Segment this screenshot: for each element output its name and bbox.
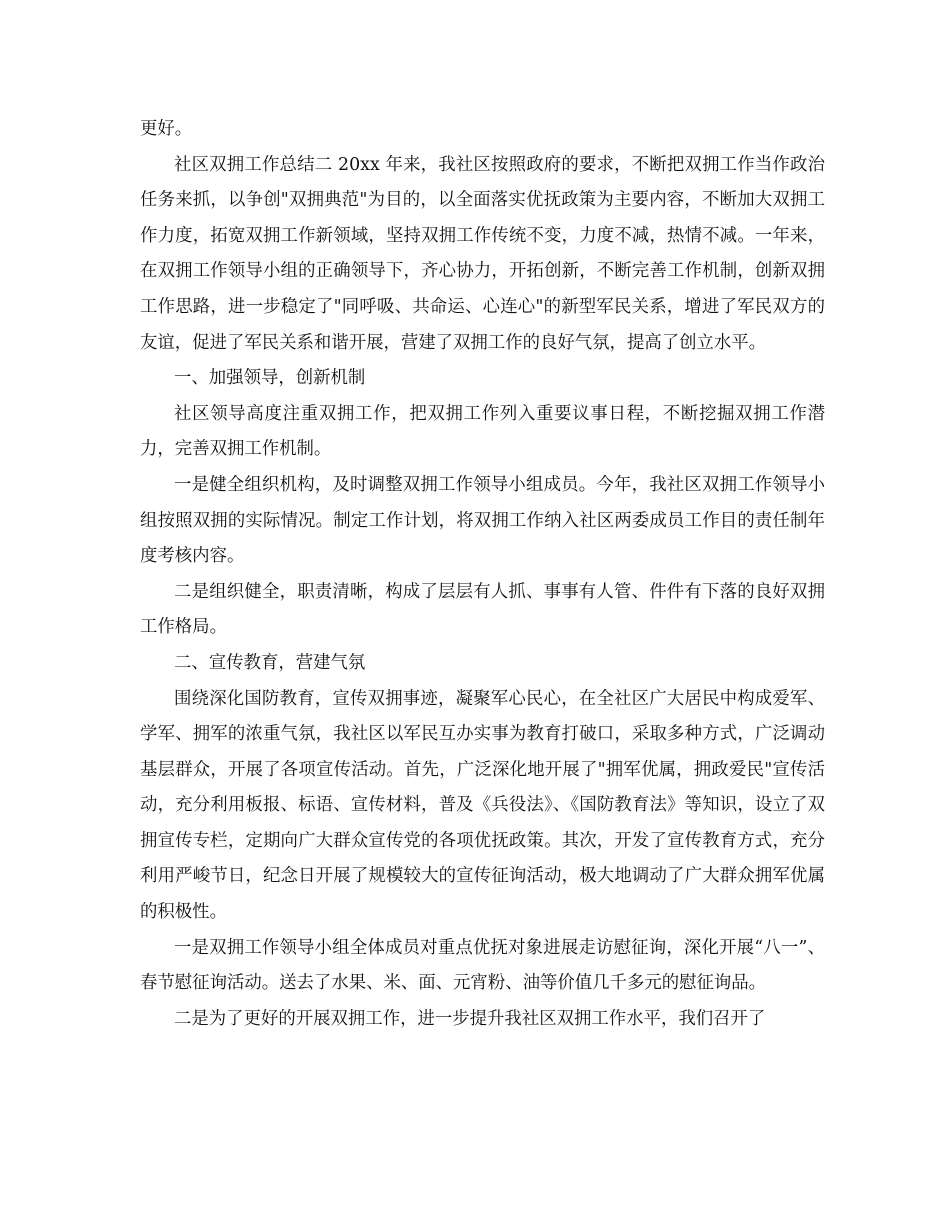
paragraph-leadership: 社区领导高度注重双拥工作，把双拥工作列入重要议事日程，不断挖掘双拥工作潜力，完善双拥工作机制。 (140, 403, 825, 460)
section-heading-2: 二、宣传教育，营建气氛 (174, 652, 366, 673)
paragraph-organization: 一是健全组织机构，及时调整双拥工作领导小组成员。今年，我社区双拥工作领导小组按照双拥的实际情况。制定工作计划，将双拥工作纳入社区两委成员工作目的责任制年度考核内容。 (140, 474, 825, 567)
paragraph-continuation: 更好。 (140, 119, 193, 139)
paragraph-intro: 社区双拥工作总结二 20xx 年来，我社区按照政府的要求，不断把双拥工作当作政治任务来抓，以争创"双拥典范"为目的，以全面落实优抚政策为主要内容，不断加大双拥工作力度，拓宽双拥工作新领域，坚持双拥工作传统不变，力度不减，热情不减。一年来，在双拥工作领导小组的正确领导下，齐心协力，开拓创新，不断完善工作机制，创新双拥工作思路，进一步稳定了"同呼吸、共命运、心连心"的新型军民关系，增进了军民双方的友谊，促进了军民关系和谐开展，营建了双拥工作的良好气氛，提高了创立水平。 (140, 154, 825, 353)
section-heading-1: 一、加强领导，创新机制 (174, 368, 366, 389)
paragraph-meeting: 二是为了更好的开展双拥工作，进一步提升我社区双拥工作水平，我们召开了 (174, 1008, 766, 1029)
document-page (140, 112, 825, 1037)
paragraph-responsibility: 二是组织健全，职责清晰，构成了层层有人抓、事事有人管、件件有下落的良好双拥工作格局。 (140, 581, 825, 638)
paragraph-education: 围绕深化国防教育，宣传双拥事迹，凝聚军心民心，在全社区广大居民中构成爱军、学军、拥军的浓重气氛，我社区以军民互办实事为教育打破口，采取多种方式，广泛调动基层群众，开展了各项宣传活动。首先，广泛深化地开展了"拥军优属，拥政爱民"宣传活动，充分利用板报、标语、宣传材料，普及《兵役法》、《国防教育法》等知识，设立了双拥宣传专栏，定期向广大群众宣传党的各项优抚政策。其次，开发了宣传教育方式，充分利用严峻节日，纪念日开展了规模较大的宣传征询活动，极大地调动了广大群众拥军优属的积极性。 (140, 688, 825, 923)
paragraph-visits: 一是双拥工作领导小组全体成员对重点优抚对象进展走访慰征询，深化开展“八一”、春节慰征询活动。送去了水果、米、面、元宵粉、油等价值几千多元的慰征询品。 (140, 937, 825, 994)
